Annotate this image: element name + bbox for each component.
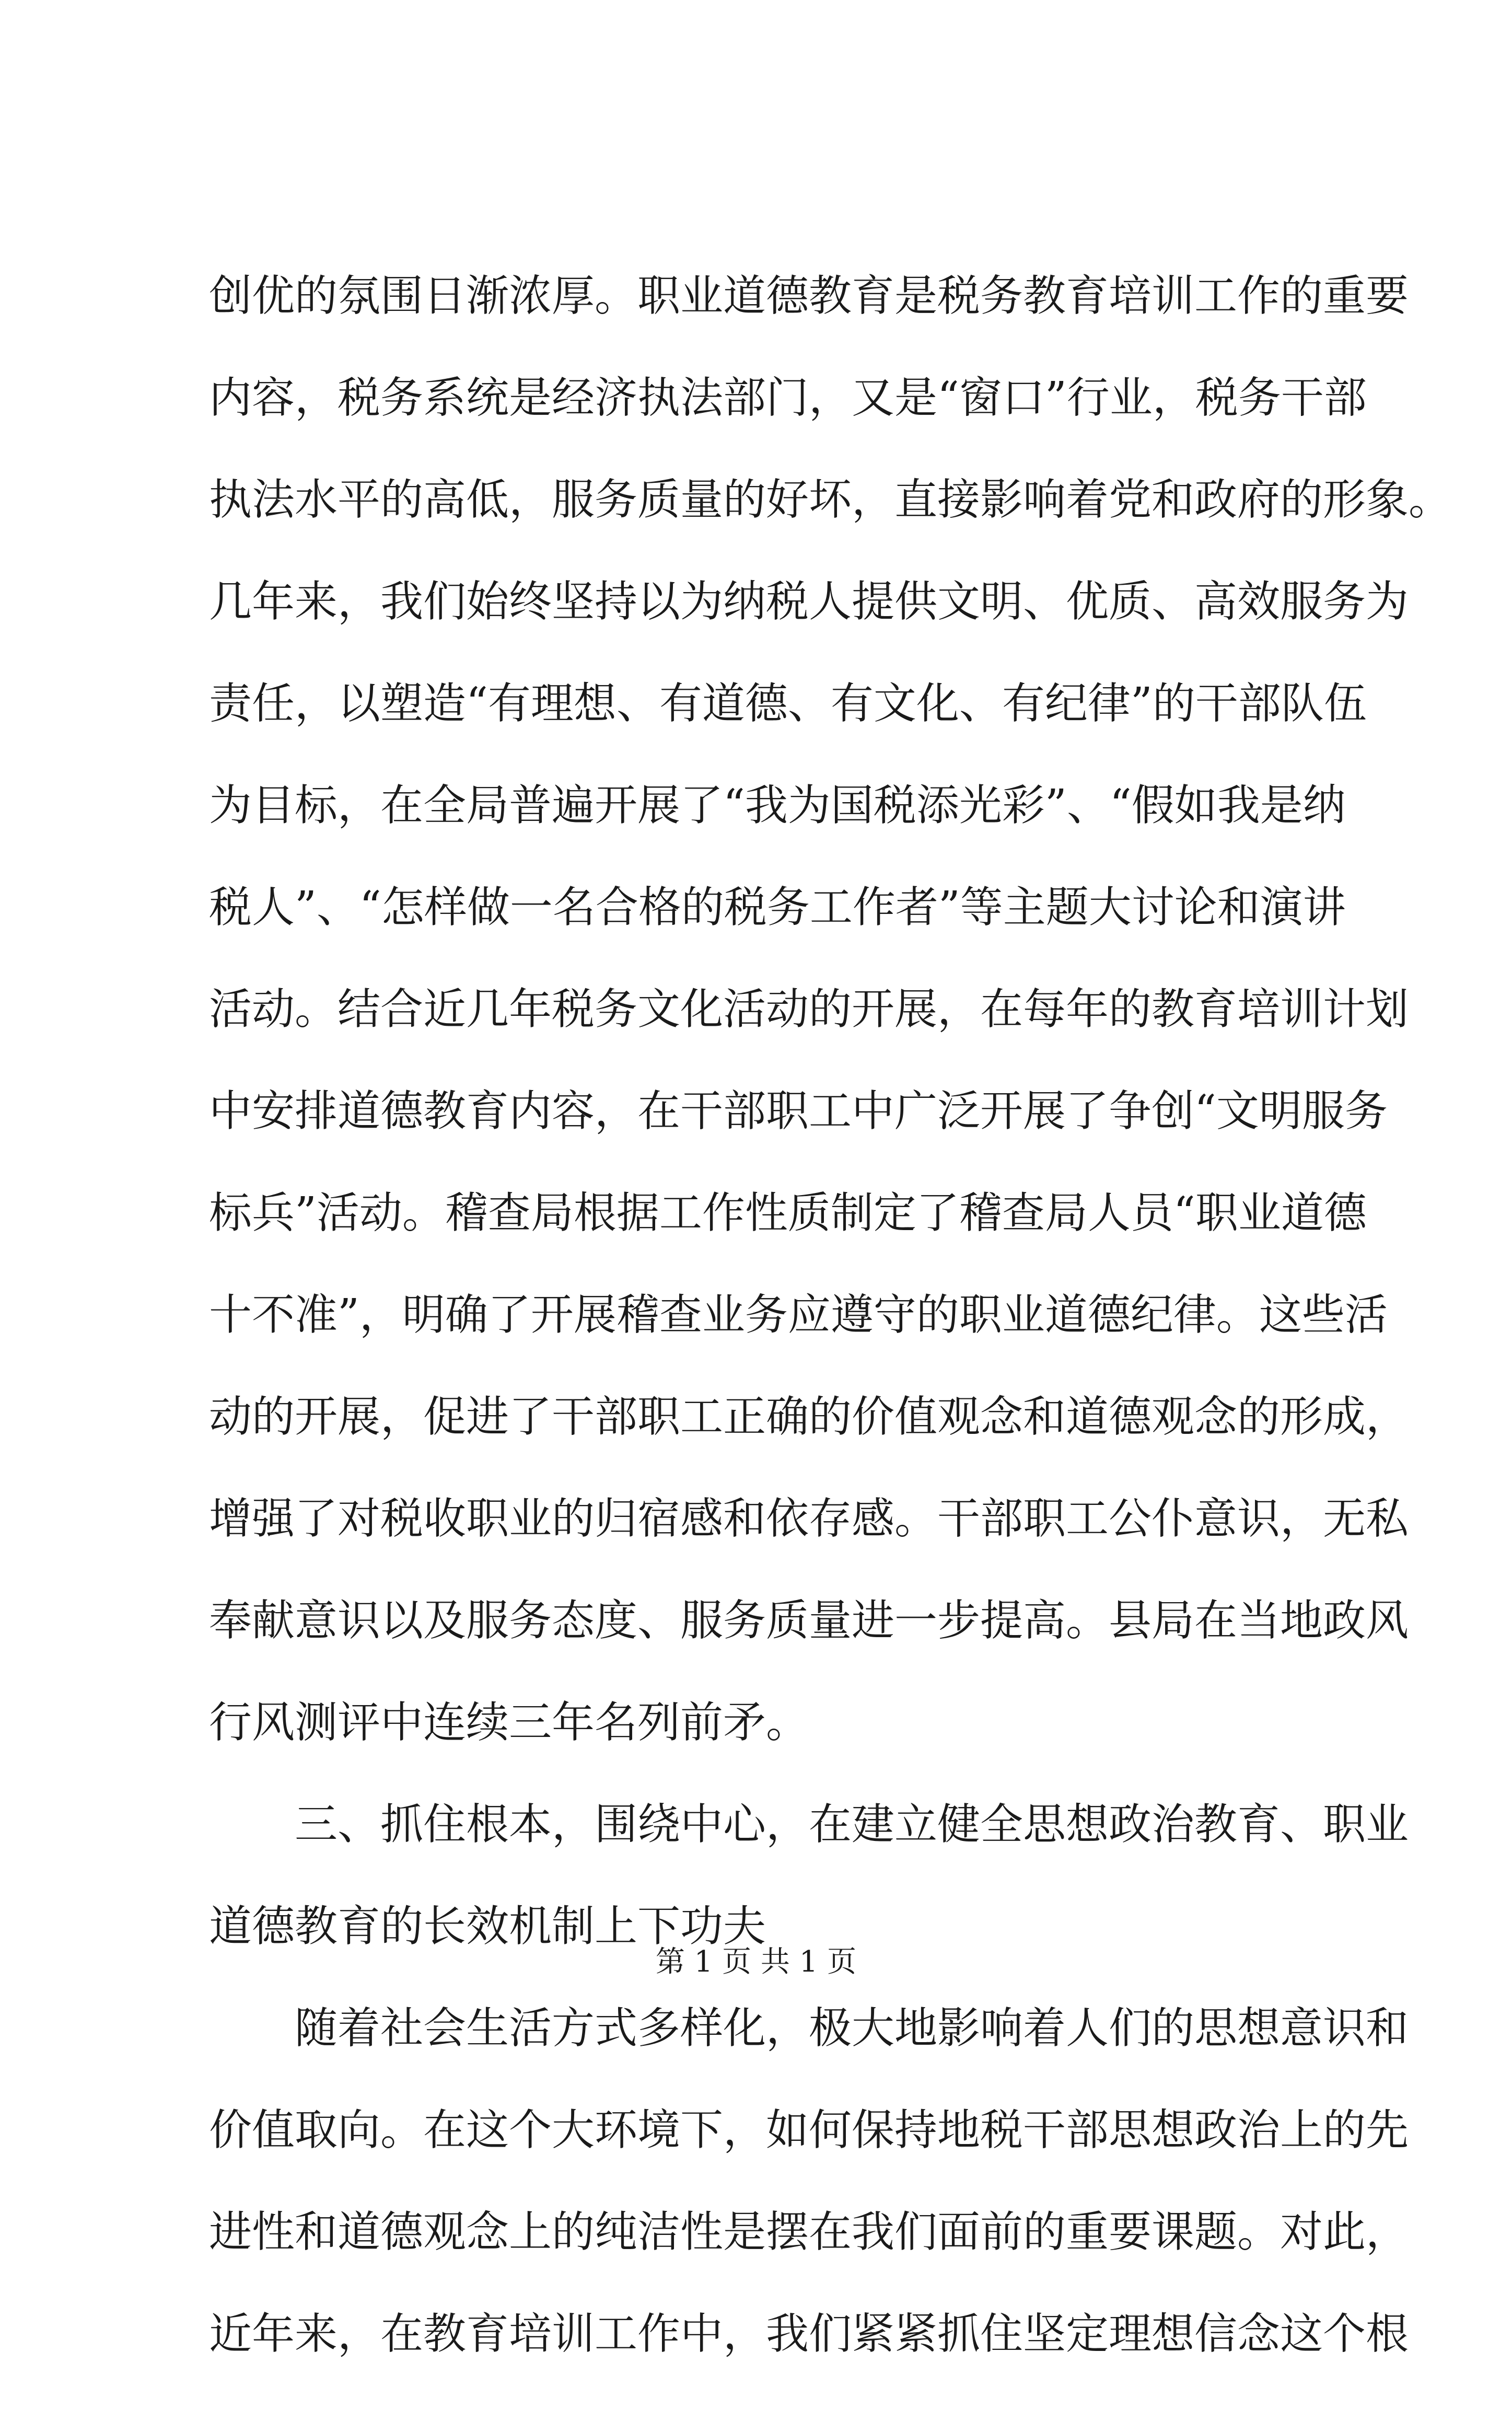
- body-line: 中安排道德教育内容，在干部职工中广泛开展了争创“文明服务: [209, 1086, 1388, 1136]
- body-line: 进性和道德观念上的纯洁性是摆在我们面前的重要课题。对此，: [209, 2207, 1409, 2257]
- body-line: 价值取向。在这个大环境下，如何保持地税干部思想政治上的先: [209, 2105, 1409, 2155]
- page-footer: [0, 1944, 1512, 1980]
- body-line: 责任，以塑造“有理想、有道德、有文化、有纪律”的干部队伍: [209, 679, 1367, 728]
- document-body: [209, 270, 1452, 2410]
- body-line: 十不准”，明确了开展稽查业务应遵守的职业道德纪律。这些活: [209, 1290, 1388, 1340]
- body-line: 创优的氛围日渐浓厚。职业道德教育是税务教育培训工作的重要: [209, 271, 1409, 321]
- body-line: 执法水平的高低，服务质量的好坏，直接影响着党和政府的形象。: [209, 475, 1452, 525]
- body-line: 动的开展，促进了干部职工正确的价值观念和道德观念的形成，: [209, 1392, 1409, 1442]
- body-line: 税人”、“怎样做一名合格的税务工作者”等主题大讨论和演讲: [209, 883, 1346, 932]
- body-line: 行风测评中连续三年名列前矛。: [209, 1698, 809, 1747]
- body-line: 为目标，在全局普遍开展了“我为国税添光彩”、“假如我是纳: [209, 781, 1346, 830]
- body-line: 内容，税务系统是经济执法部门，又是“窗口”行业，税务干部: [209, 373, 1367, 423]
- section-heading-line: 三、抓住根本，围绕中心，在建立健全思想政治教育、职业: [295, 1800, 1409, 1849]
- page-number: 第 1 页 共 1 页: [655, 1945, 857, 1979]
- body-line: 近年来，在教育培训工作中，我们紧紧抓住坚定理想信念这个根: [209, 2309, 1409, 2359]
- body-line: 标兵”活动。稽查局根据工作性质制定了稽查局人员“职业道德: [209, 1188, 1367, 1238]
- body-line: 增强了对税收职业的归宿感和依存感。干部职工公仆意识，无私: [209, 1494, 1409, 1544]
- body-line: 奉献意识以及服务态度、服务质量进一步提高。县局在当地政风: [209, 1596, 1409, 1646]
- section-heading-line: 道德教育的长效机制上下功夫: [209, 1902, 766, 1951]
- body-line: 活动。结合近几年税务文化活动的开展，在每年的教育培训计划: [209, 984, 1409, 1034]
- body-line: 几年来，我们始终坚持以为纳税人提供文明、优质、高效服务为: [209, 577, 1409, 627]
- body-line: 随着社会生活方式多样化，极大地影响着人们的思想意识和: [295, 2003, 1409, 2053]
